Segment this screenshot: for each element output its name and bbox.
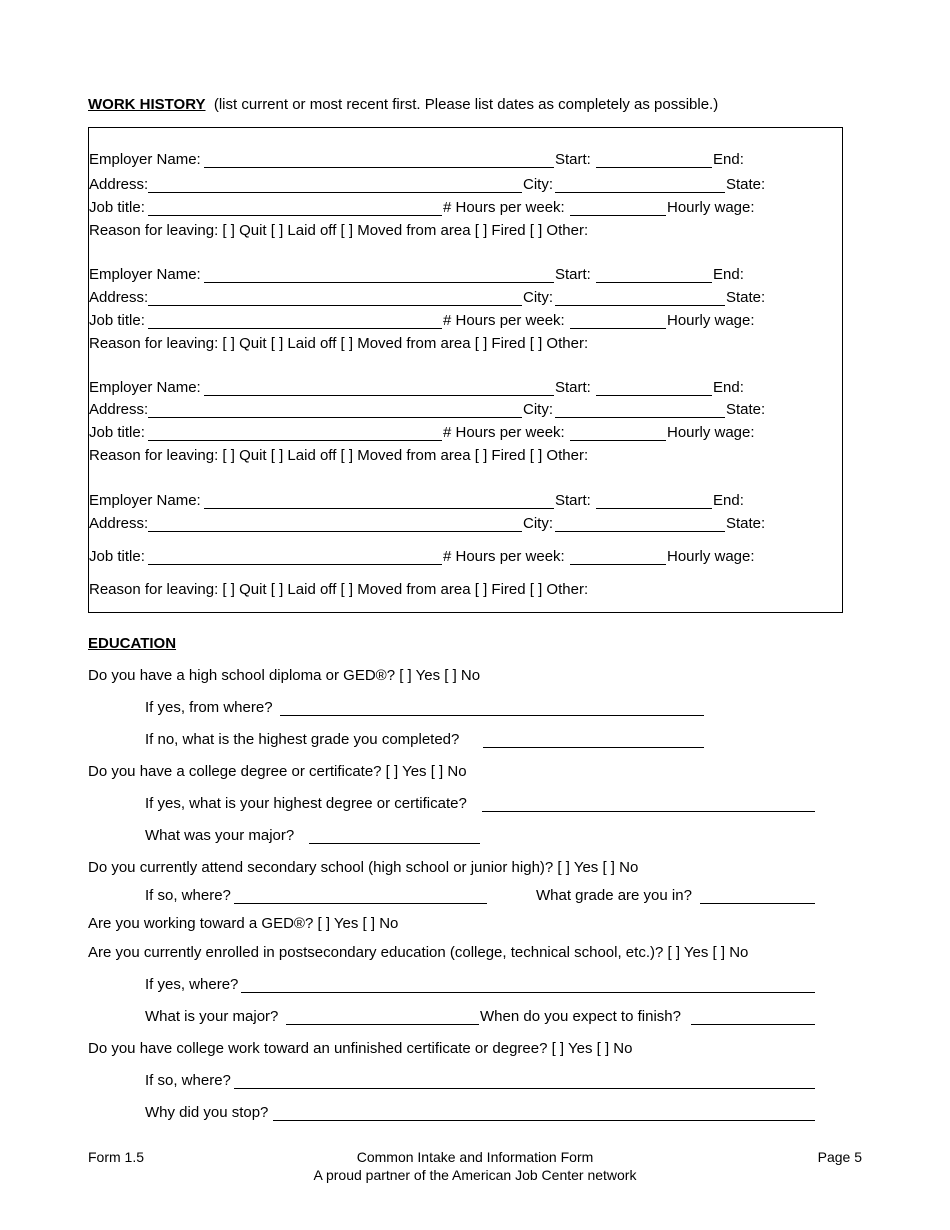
work-history-heading: WORK HISTORY	[88, 96, 206, 113]
city-label: City:	[523, 401, 553, 418]
address-label: Address:	[89, 401, 149, 418]
end-label: End:	[713, 151, 744, 168]
reason-for-leaving[interactable]: Reason for leaving: [ ] Quit [ ] Laid off [ ] Moved from area [ ] Fired [ ] Other:	[89, 447, 589, 464]
hours-field[interactable]	[570, 564, 666, 565]
end-label: End:	[713, 492, 744, 509]
hours-field[interactable]	[570, 440, 666, 441]
state-label: State:	[726, 176, 766, 193]
highest-degree-label: If yes, what is your highest degree or certificate?	[145, 795, 467, 812]
city-label: City:	[523, 515, 553, 532]
hours-field[interactable]	[570, 215, 666, 216]
hs-where-label: If yes, from where?	[145, 699, 273, 716]
hs-where-field[interactable]	[280, 715, 704, 716]
reason-for-leaving[interactable]: Reason for leaving: [ ] Quit [ ] Laid off [ ] Moved from area [ ] Fired [ ] Other:	[89, 222, 589, 239]
address-field[interactable]	[148, 531, 522, 532]
city-field[interactable]	[555, 417, 725, 418]
end-label: End:	[713, 379, 744, 396]
wage-label: Hourly wage:	[667, 312, 755, 329]
grade-label: What grade are you in?	[536, 887, 692, 904]
wage-label: Hourly wage:	[667, 199, 755, 216]
hours-field[interactable]	[570, 328, 666, 329]
unfinished-where-label: If so, where?	[145, 1072, 231, 1089]
form-number: Form 1.5	[88, 1149, 145, 1165]
employer-name-field[interactable]	[204, 395, 554, 396]
job-title-field[interactable]	[148, 440, 442, 441]
major-field[interactable]	[309, 843, 480, 844]
finish-field[interactable]	[691, 1024, 815, 1025]
secondary-where-field[interactable]	[234, 903, 487, 904]
work-history-title	[88, 96, 718, 114]
start-field[interactable]	[596, 508, 712, 509]
postsecondary-question[interactable]: Are you currently enrolled in postsecondary education (college, technical school, etc.)? [ ] Yes [ ] No	[88, 944, 749, 961]
job-title-field[interactable]	[148, 564, 442, 565]
reason-for-leaving[interactable]: Reason for leaving: [ ] Quit [ ] Laid off [ ] Moved from area [ ] Fired [ ] Other:	[89, 581, 589, 598]
unfinished-degree-question[interactable]: Do you have college work toward an unfinished certificate or degree? [ ] Yes [ ] No	[88, 1040, 633, 1057]
address-field[interactable]	[148, 417, 522, 418]
address-label: Address:	[89, 515, 149, 532]
address-field[interactable]	[148, 305, 522, 306]
job-title-field[interactable]	[148, 328, 442, 329]
finish-label: When do you expect to finish?	[480, 1008, 681, 1025]
start-field[interactable]	[596, 395, 712, 396]
education-heading: EDUCATION	[88, 635, 177, 652]
start-field[interactable]	[596, 282, 712, 283]
highest-grade-label: If no, what is the highest grade you completed?	[145, 731, 460, 748]
job-title-label: Job title:	[89, 199, 145, 216]
postsecondary-where-label: If yes, where?	[145, 976, 239, 993]
hs-diploma-question[interactable]: Do you have a high school diploma or GED®? [ ] Yes [ ] No	[88, 667, 481, 684]
current-major-label: What is your major?	[145, 1008, 279, 1025]
wage-label: Hourly wage:	[667, 548, 755, 565]
highest-degree-field[interactable]	[482, 811, 815, 812]
employer-name-label: Employer Name:	[89, 266, 201, 283]
end-label: End:	[713, 266, 744, 283]
why-stop-field[interactable]	[273, 1120, 815, 1121]
page-number: Page 5	[817, 1149, 862, 1165]
city-label: City:	[523, 289, 553, 306]
state-label: State:	[726, 289, 766, 306]
work-history-instructions: (list current or most recent first. Please list dates as completely as possible.)	[213, 96, 719, 113]
secondary-school-question[interactable]: Do you currently attend secondary school (high school or junior high)? [ ] Yes [ ] No	[88, 859, 639, 876]
why-stop-label: Why did you stop?	[145, 1104, 269, 1121]
hours-label: # Hours per week:	[443, 312, 565, 329]
start-field[interactable]	[596, 167, 712, 168]
reason-for-leaving[interactable]: Reason for leaving: [ ] Quit [ ] Laid off [ ] Moved from area [ ] Fired [ ] Other:	[89, 335, 589, 352]
job-title-field[interactable]	[148, 215, 442, 216]
postsecondary-where-field[interactable]	[241, 992, 815, 993]
wage-label: Hourly wage:	[667, 424, 755, 441]
job-title-label: Job title:	[89, 424, 145, 441]
employer-name-field[interactable]	[204, 508, 554, 509]
start-label: Start:	[555, 266, 591, 283]
employer-name-field[interactable]	[204, 282, 554, 283]
city-field[interactable]	[555, 192, 725, 193]
job-title-label: Job title:	[89, 312, 145, 329]
hours-label: # Hours per week:	[443, 548, 565, 565]
form-title: Common Intake and Information Form	[356, 1149, 594, 1165]
hours-label: # Hours per week:	[443, 424, 565, 441]
current-major-field[interactable]	[286, 1024, 479, 1025]
employer-name-label: Employer Name:	[89, 151, 201, 168]
state-label: State:	[726, 515, 766, 532]
grade-field[interactable]	[700, 903, 815, 904]
employer-name-field[interactable]	[204, 167, 554, 168]
address-label: Address:	[89, 176, 149, 193]
major-label: What was your major?	[145, 827, 295, 844]
start-label: Start:	[555, 379, 591, 396]
highest-grade-field[interactable]	[483, 747, 704, 748]
start-label: Start:	[555, 492, 591, 509]
ged-question[interactable]: Are you working toward a GED®? [ ] Yes [ ] No	[88, 915, 399, 932]
job-title-label: Job title:	[89, 548, 145, 565]
college-degree-question[interactable]: Do you have a college degree or certificate? [ ] Yes [ ] No	[88, 763, 467, 780]
city-field[interactable]	[555, 305, 725, 306]
hours-label: # Hours per week:	[443, 199, 565, 216]
address-label: Address:	[89, 289, 149, 306]
state-label: State:	[726, 401, 766, 418]
employer-name-label: Employer Name:	[89, 492, 201, 509]
employer-name-label: Employer Name:	[89, 379, 201, 396]
start-label: Start:	[555, 151, 591, 168]
secondary-where-label: If so, where?	[145, 887, 231, 904]
city-label: City:	[523, 176, 553, 193]
footer-tagline: A proud partner of the American Job Center network	[313, 1167, 637, 1183]
address-field[interactable]	[148, 192, 522, 193]
unfinished-where-field[interactable]	[234, 1088, 815, 1089]
city-field[interactable]	[555, 531, 725, 532]
